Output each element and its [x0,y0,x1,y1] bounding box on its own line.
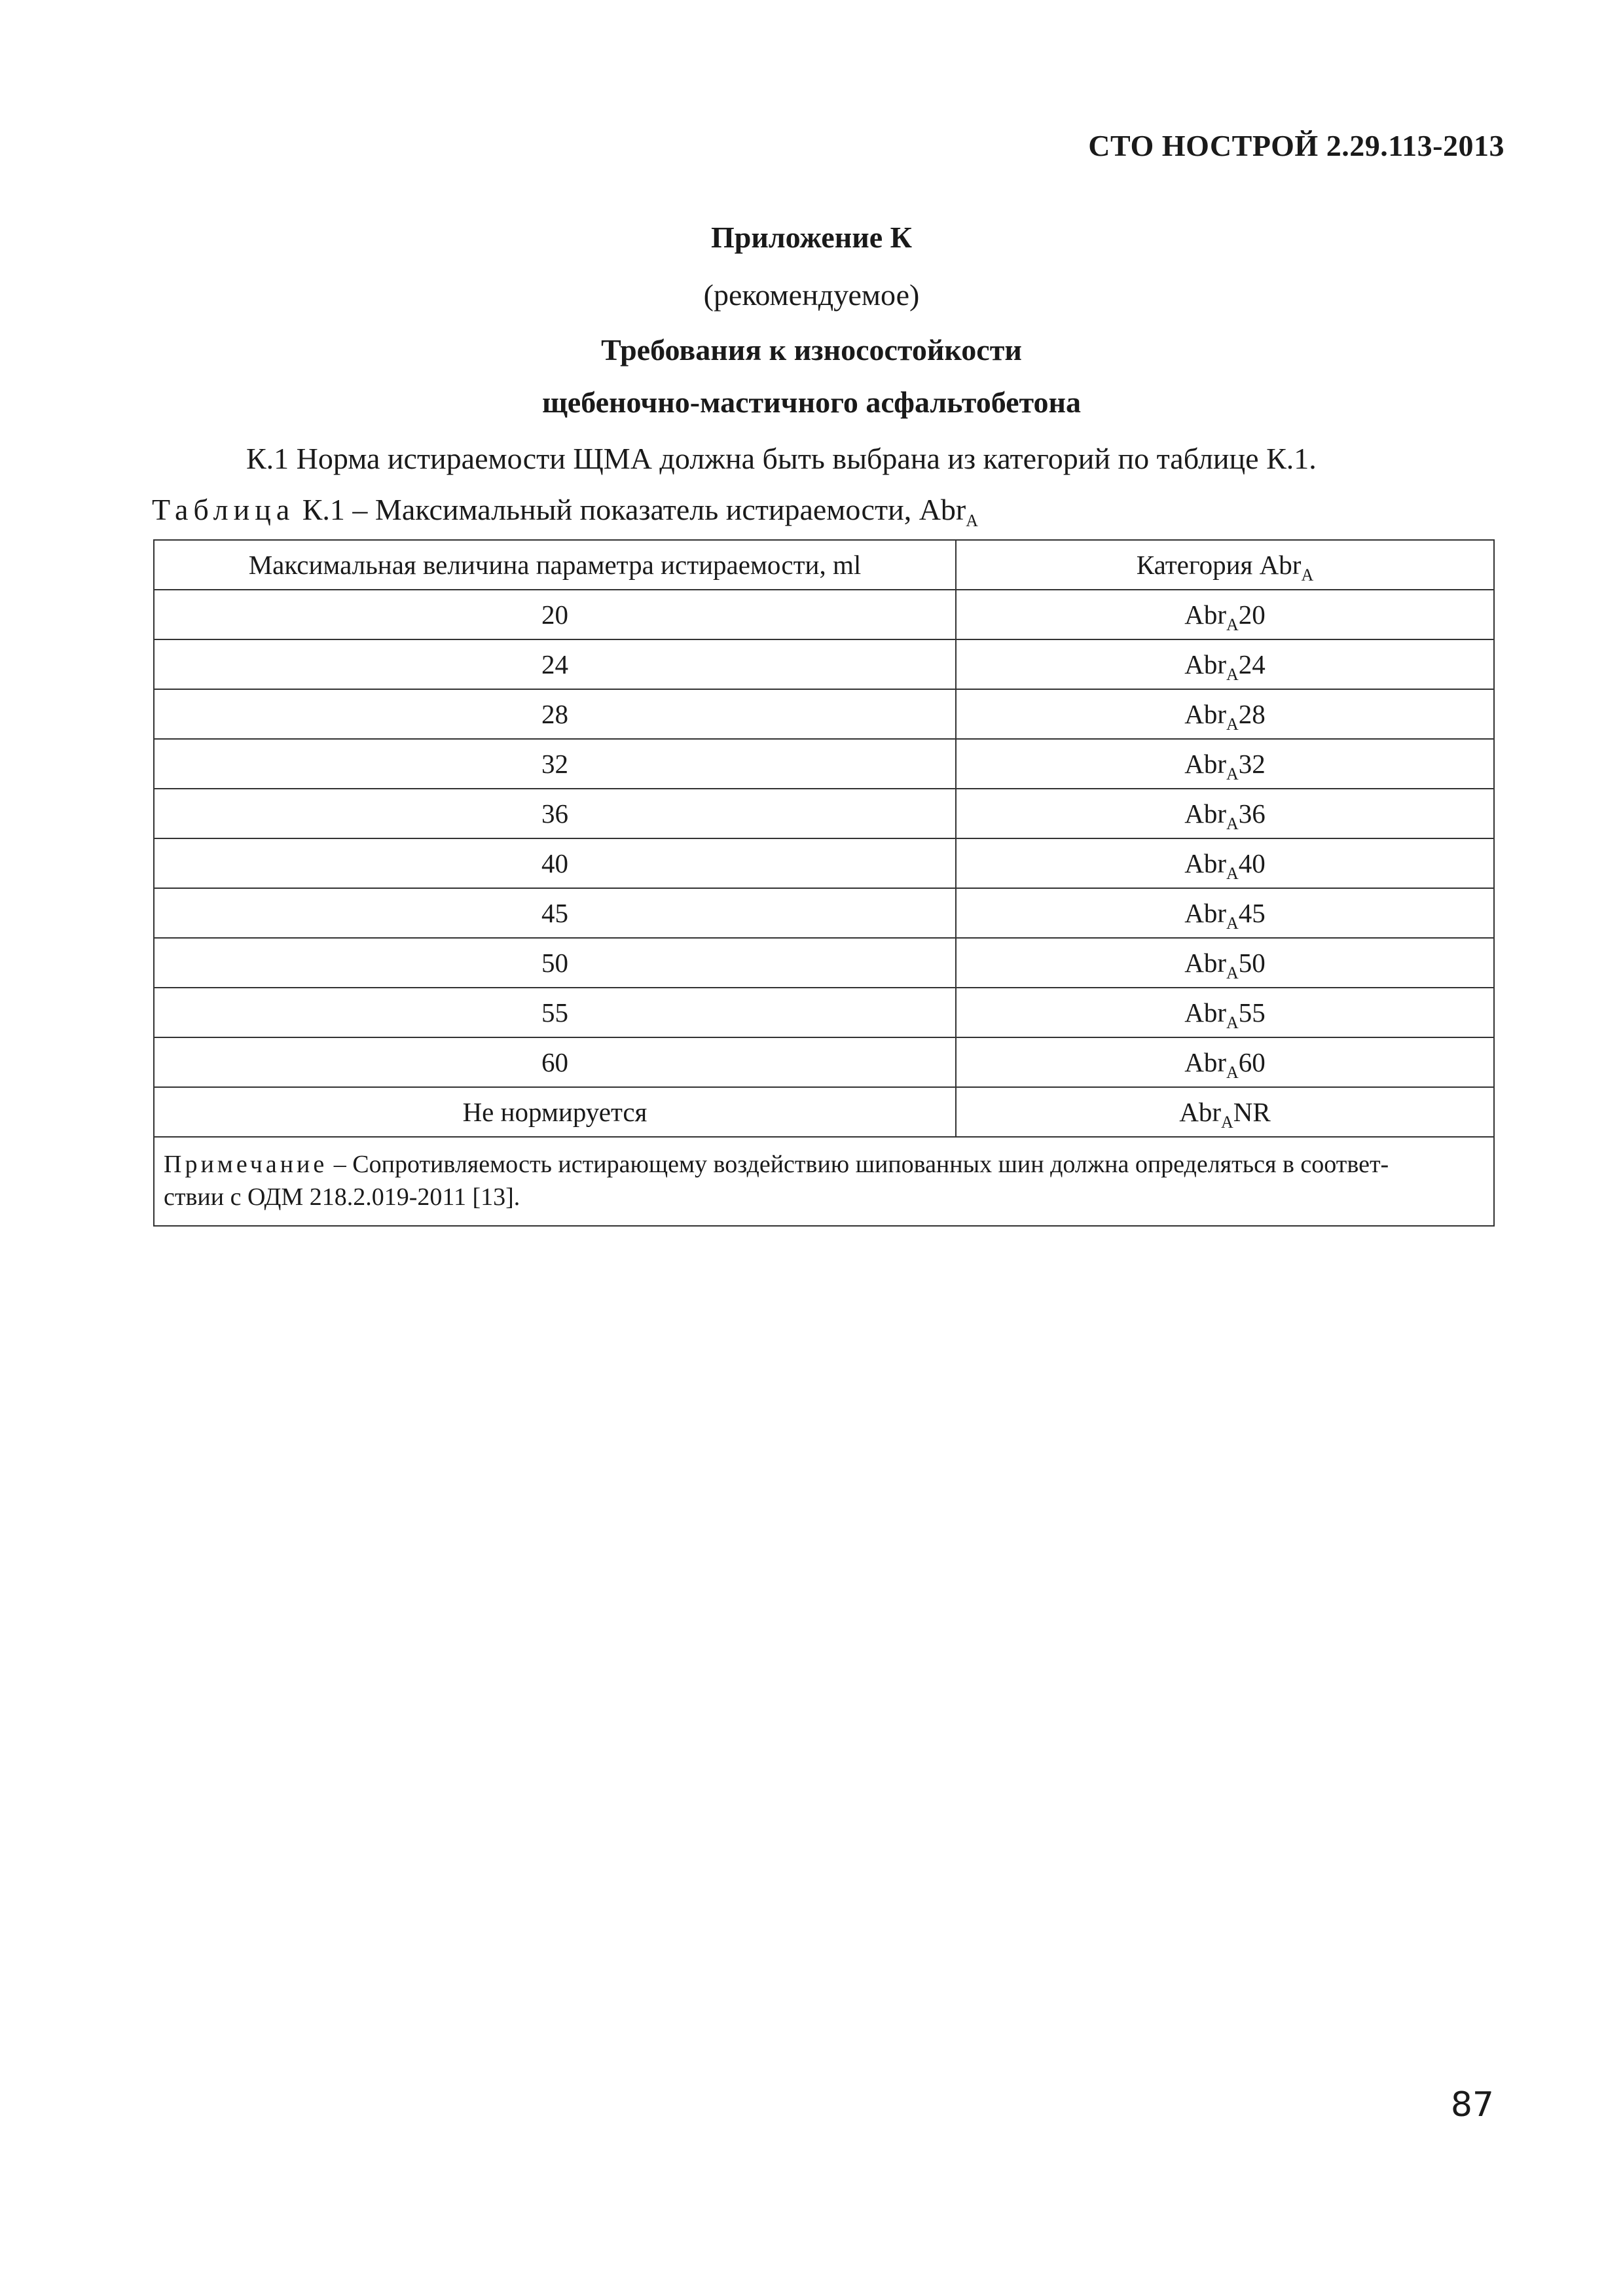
annex-heading-line1: Требования к износостойкости [601,333,1022,367]
table-row [154,838,1494,888]
table-row [154,689,1494,739]
table-caption-label: Таблица [152,493,295,526]
category-prefix: Abr [1184,649,1226,679]
cell-category [956,1037,1494,1087]
cell-value: Не нормируется [154,1087,956,1137]
table-row [154,739,1494,789]
page-number: 87 [1450,2085,1494,2125]
category-prefix: Abr [1184,749,1226,779]
category-suffix: 55 [1238,997,1266,1028]
annex-heading-line2: щебеночно-мастичного асфальтобетона [541,386,1082,419]
category-subscript: A [1226,864,1239,883]
category-suffix: 32 [1238,749,1266,779]
category-prefix: Abr [1184,997,1226,1028]
category-suffix: 28 [1238,699,1266,729]
category-subscript: A [1226,764,1239,783]
category-prefix: Abr [1184,1047,1226,1077]
category-prefix: Abr [1184,699,1226,729]
header-category-subscript: A [1301,565,1314,584]
cell-value: 50 [154,938,956,988]
category-subscript: A [1226,814,1239,833]
category-prefix: Abr [1184,898,1226,928]
cell-value: 45 [154,888,956,938]
table-row [154,1037,1494,1087]
paragraph-k1: К.1 Норма истираемости ЩМА должна быть выбрана из категорий по таблице К.1. [246,442,1317,475]
note-label: Примечание [164,1151,328,1178]
cell-category [956,789,1494,838]
cell-category [956,838,1494,888]
cell-value: 32 [154,739,956,789]
category-subscript: A [1226,1063,1239,1082]
category-subscript: A [1226,715,1239,734]
header-category-text: Категория Abr [1136,550,1302,580]
cell-category [956,739,1494,789]
cell-category [956,689,1494,739]
category-prefix: Abr [1179,1097,1221,1127]
annex-title: Приложение К [711,221,912,254]
annex-status: (рекомендуемое) [703,278,920,312]
category-prefix: Abr [1184,948,1226,978]
category-subscript: A [1226,665,1239,684]
table-row [154,1087,1494,1137]
category-subscript: A [1226,615,1239,634]
category-subscript: A [1226,1013,1239,1032]
table-row [154,590,1494,639]
table-caption [152,492,979,530]
table-row [154,789,1494,838]
header-max-value-text: Максимальная величина параметра истираемости, ml [248,550,862,580]
cell-category [956,639,1494,689]
table-note-row [154,1137,1494,1226]
category-subscript: A [1226,914,1239,933]
cell-value: 60 [154,1037,956,1087]
table-caption-subscript: A [966,511,979,530]
category-suffix: 60 [1238,1047,1266,1077]
cell-category [956,988,1494,1037]
table-caption-text: К.1 – Максимальный показатель истираемости, Abr [302,493,966,526]
note-line2: ствии с ОДМ 218.2.019-2011 [13]. [164,1183,520,1211]
category-suffix: 24 [1238,649,1266,679]
category-suffix: 50 [1238,948,1266,978]
category-suffix: 36 [1238,798,1266,829]
cell-category [956,888,1494,938]
header-max-value [154,540,956,590]
category-suffix: 45 [1238,898,1266,928]
cell-category [956,938,1494,988]
category-suffix: 40 [1238,848,1266,878]
table-row [154,639,1494,689]
cell-value: 20 [154,590,956,639]
category-prefix: Abr [1184,848,1226,878]
category-suffix: 20 [1238,600,1266,630]
document-code: СТО НОСТРОЙ 2.29.113-2013 [1088,129,1504,162]
cell-category [956,1087,1494,1137]
note-line1: – Сопротивляемость истирающему воздействию шипованных шин должна определяться в соответ- [327,1151,1389,1178]
category-subscript: A [1221,1113,1233,1132]
header-category [956,540,1494,590]
category-prefix: Abr [1184,798,1226,829]
category-prefix: Abr [1184,600,1226,630]
table-header-row [154,540,1494,590]
cell-value: 28 [154,689,956,739]
cell-value: 40 [154,838,956,888]
cell-category [956,590,1494,639]
table-row [154,988,1494,1037]
table-note [154,1137,1494,1226]
cell-value: 55 [154,988,956,1037]
table-row [154,888,1494,938]
category-suffix: NR [1233,1097,1271,1127]
category-subscript: A [1226,963,1239,982]
table-row [154,938,1494,988]
cell-value: 24 [154,639,956,689]
cell-value: 36 [154,789,956,838]
abrasion-table [153,539,1495,1227]
